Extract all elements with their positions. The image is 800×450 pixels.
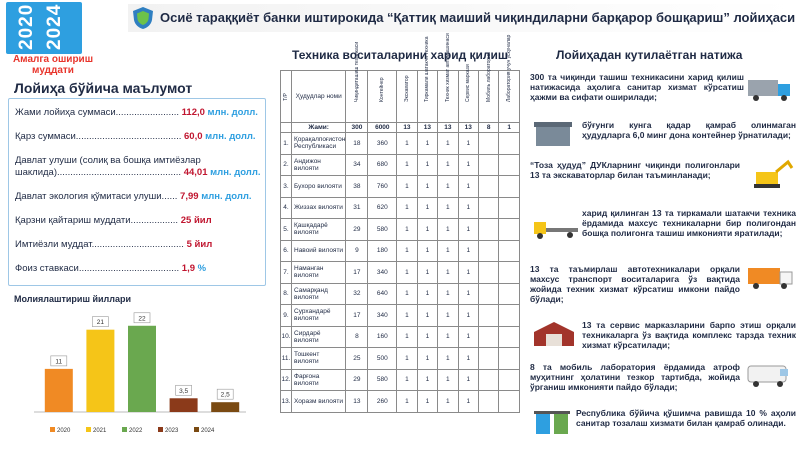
legend-label: 2020 bbox=[57, 428, 71, 434]
info-value: 5 bbox=[186, 239, 192, 250]
table-cell bbox=[499, 133, 520, 155]
table-cell: 38 bbox=[346, 176, 368, 198]
table-cell: 1 bbox=[438, 305, 458, 327]
row-number: 8. bbox=[281, 283, 292, 305]
table-cell: 29 bbox=[346, 369, 368, 391]
shield-logo-icon bbox=[132, 6, 154, 30]
table-cell: 1 bbox=[417, 133, 437, 155]
col-header-lab-equipment: Лаборатория учун ускуналар bbox=[499, 71, 520, 123]
info-unit: йил bbox=[194, 239, 213, 250]
table-cell: 1 bbox=[417, 154, 437, 176]
col-header-service-car: Техник хизмат автомашинаси bbox=[438, 71, 458, 123]
result-item: бўғунги кунга қадар қамраб олинмаган ҳудудларга 6,0 минг дона контейнер ўрнатилади; bbox=[582, 120, 796, 140]
table-header-row bbox=[281, 71, 520, 123]
table-cell: 1 bbox=[397, 133, 417, 155]
col-header-num: Т/Р bbox=[281, 71, 292, 123]
table-cell: 32 bbox=[346, 283, 368, 305]
table-cell: 1 bbox=[458, 154, 478, 176]
total-label: Жами: bbox=[292, 123, 346, 133]
table-cell: 580 bbox=[368, 369, 397, 391]
table-cell: 1 bbox=[458, 305, 478, 327]
table-cell bbox=[499, 391, 520, 413]
row-number: 12. bbox=[281, 369, 292, 391]
table-cell bbox=[499, 154, 520, 176]
table-cell: 25 bbox=[346, 348, 368, 370]
info-value: 60,0 bbox=[184, 131, 203, 142]
table-row bbox=[281, 219, 520, 241]
region-name: Қорақалпоғистон Республикаси bbox=[292, 133, 346, 155]
table-cell: 1 bbox=[438, 197, 458, 219]
info-unit: млн. долл. bbox=[201, 191, 252, 202]
table-cell: 1 bbox=[438, 219, 458, 241]
info-title: Лойиҳа бўйича маълумот bbox=[14, 80, 193, 96]
table-row bbox=[281, 305, 520, 327]
info-label: Имтиёзли муддат................................... bbox=[15, 239, 184, 250]
table-cell: 1 bbox=[397, 219, 417, 241]
table-cell bbox=[479, 197, 499, 219]
row-number: 2. bbox=[281, 154, 292, 176]
legend-swatch bbox=[50, 427, 55, 432]
trailer-truck-icon bbox=[532, 212, 580, 240]
region-name: Хоразм вилояти bbox=[292, 391, 346, 413]
info-value: 7,99 bbox=[180, 191, 199, 202]
data-label: 22 bbox=[138, 315, 146, 323]
info-value: 112,0 bbox=[181, 107, 205, 118]
table-cell bbox=[479, 348, 499, 370]
data-label: 3,5 bbox=[179, 387, 189, 395]
container-icon bbox=[532, 118, 576, 150]
garbage-bins-icon bbox=[532, 406, 572, 438]
legend-swatch bbox=[194, 427, 199, 432]
info-value: 25 bbox=[180, 215, 192, 226]
table-cell: 1 bbox=[397, 283, 417, 305]
table-cell: 1 bbox=[417, 348, 437, 370]
info-value: 1,9 bbox=[181, 263, 195, 274]
table-cell: 1 bbox=[458, 219, 478, 241]
bar-2021 bbox=[86, 330, 114, 412]
table-cell: 160 bbox=[368, 326, 397, 348]
info-row bbox=[15, 131, 256, 143]
table-cell bbox=[499, 240, 520, 262]
table-row bbox=[281, 262, 520, 284]
table-cell: 1 bbox=[458, 369, 478, 391]
excavator-icon bbox=[746, 158, 794, 190]
region-name: Навоий вилояти bbox=[292, 240, 346, 262]
table-cell: 13 bbox=[346, 391, 368, 413]
col-header-region: Ҳудудлар номи bbox=[292, 71, 346, 123]
table-cell: 1 bbox=[417, 219, 437, 241]
total-num-cell bbox=[281, 123, 292, 133]
row-number: 4. bbox=[281, 197, 292, 219]
col-header-trucks: Чиқиндиташиш техникаси bbox=[346, 71, 368, 123]
years-banner bbox=[6, 2, 82, 54]
table-cell bbox=[479, 369, 499, 391]
data-label: 21 bbox=[96, 319, 105, 327]
col-header-trailer: Тиркамали шатакчи техника bbox=[417, 71, 437, 123]
info-unit: млн. долл. bbox=[207, 107, 258, 118]
bar-2022 bbox=[128, 326, 156, 412]
total-cell: 13 bbox=[438, 123, 458, 133]
region-name: Андижон вилояти bbox=[292, 154, 346, 176]
table-cell: 340 bbox=[368, 305, 397, 327]
mobile-lab-van-icon bbox=[746, 360, 794, 390]
table-cell: 1 bbox=[438, 348, 458, 370]
table-cell: 8 bbox=[346, 326, 368, 348]
total-cell: 6000 bbox=[368, 123, 397, 133]
table-cell: 1 bbox=[458, 176, 478, 198]
financing-bar-chart bbox=[8, 304, 266, 444]
table-row bbox=[281, 133, 520, 155]
table-cell: 1 bbox=[438, 176, 458, 198]
table-cell: 17 bbox=[346, 305, 368, 327]
table-cell bbox=[499, 369, 520, 391]
info-unit: йил bbox=[193, 215, 212, 226]
legend-swatch bbox=[86, 427, 91, 432]
table-cell: 360 bbox=[368, 133, 397, 155]
info-label: Фоиз ставкаси...................................... bbox=[15, 263, 180, 274]
table-cell: 29 bbox=[346, 219, 368, 241]
table-cell: 34 bbox=[346, 154, 368, 176]
info-label: Давлат экология қўмитаси улуши...... bbox=[15, 191, 178, 202]
table-cell bbox=[499, 219, 520, 241]
table-cell: 9 bbox=[346, 240, 368, 262]
table-cell: 1 bbox=[397, 326, 417, 348]
col-header-mobile-lab: Мобиль лаборатория bbox=[479, 71, 499, 123]
table-cell bbox=[479, 391, 499, 413]
table-cell: 340 bbox=[368, 262, 397, 284]
table-cell: 31 bbox=[346, 197, 368, 219]
table-cell: 760 bbox=[368, 176, 397, 198]
bar-2024 bbox=[211, 402, 239, 412]
service-center-icon bbox=[532, 318, 576, 348]
table-cell: 1 bbox=[438, 283, 458, 305]
result-item: 13 та сервис марказларини барпо этиш орқали техникаларга ўз вақтида комплекс тарзда техник хизмат кўрсатилади; bbox=[582, 320, 796, 350]
table-cell: 1 bbox=[417, 369, 437, 391]
table-cell: 1 bbox=[438, 154, 458, 176]
table-cell: 1 bbox=[417, 305, 437, 327]
total-cell: 1 bbox=[499, 123, 520, 133]
table-total-row bbox=[281, 123, 520, 133]
info-unit: млн. долл. bbox=[210, 167, 261, 178]
info-row bbox=[15, 215, 212, 227]
table-cell: 1 bbox=[438, 369, 458, 391]
table-cell: 1 bbox=[417, 262, 437, 284]
table-cell: 1 bbox=[438, 262, 458, 284]
info-unit: % bbox=[197, 263, 207, 274]
region-name: Сурхандарё вилояти bbox=[292, 305, 346, 327]
table-cell: 1 bbox=[417, 240, 437, 262]
table-cell: 1 bbox=[397, 305, 417, 327]
info-row bbox=[15, 191, 252, 203]
info-label: Давлат улуши (солиқ ва бошқа имтиёзлар шаклида)............................................... bbox=[15, 155, 201, 178]
region-name: Сирдарё вилояти bbox=[292, 326, 346, 348]
row-number: 10. bbox=[281, 326, 292, 348]
result-item: Республика бўйича қўшимча равишда 10 % аҳоли санитар тозалаш хизмати билан қамраб олинади. bbox=[576, 408, 796, 428]
table-cell: 1 bbox=[458, 262, 478, 284]
table-cell: 260 bbox=[368, 391, 397, 413]
table-cell: 1 bbox=[397, 197, 417, 219]
table-cell bbox=[499, 305, 520, 327]
total-cell: 8 bbox=[479, 123, 499, 133]
table-cell: 17 bbox=[346, 262, 368, 284]
table-cell: 1 bbox=[438, 391, 458, 413]
table-cell: 1 bbox=[417, 197, 437, 219]
info-label: Жами лойиҳа суммаси........................ bbox=[15, 107, 180, 118]
col-header-containers: Контейнер bbox=[368, 71, 397, 123]
table-cell: 1 bbox=[397, 391, 417, 413]
info-box bbox=[8, 98, 266, 286]
table-row bbox=[281, 154, 520, 176]
region-name: Наманган вилояти bbox=[292, 262, 346, 284]
result-item: 13 та таъмирлаш автотехникалари орқали махсус транспорт воситаларига ўз вақтида жойида техник хизмат кўрсатиш имкони пайдо бўлади; bbox=[530, 264, 740, 304]
table-cell: 1 bbox=[417, 391, 437, 413]
table-row bbox=[281, 283, 520, 305]
table-cell bbox=[499, 348, 520, 370]
table-cell bbox=[479, 283, 499, 305]
row-number: 7. bbox=[281, 262, 292, 284]
table-cell: 500 bbox=[368, 348, 397, 370]
table-cell: 1 bbox=[397, 154, 417, 176]
table-cell bbox=[499, 197, 520, 219]
table-cell: 1 bbox=[397, 348, 417, 370]
info-row bbox=[15, 107, 258, 119]
legend-label: 2023 bbox=[165, 428, 179, 434]
table-cell bbox=[479, 305, 499, 327]
table-cell: 1 bbox=[458, 240, 478, 262]
row-number: 1. bbox=[281, 133, 292, 155]
table-cell: 1 bbox=[417, 326, 437, 348]
total-cell: 13 bbox=[397, 123, 417, 133]
table-cell: 1 bbox=[458, 326, 478, 348]
result-item: “Тоза ҳудуд” ДУКларнинг чиқинди полигонлари 13 та экскаваторлар билан таъминланади; bbox=[530, 160, 740, 180]
region-name: Самарқанд вилояти bbox=[292, 283, 346, 305]
table-row bbox=[281, 240, 520, 262]
period-label: Амалга ошириш муддати bbox=[12, 54, 94, 76]
table-cell bbox=[499, 262, 520, 284]
total-cell: 13 bbox=[417, 123, 437, 133]
row-number: 11. bbox=[281, 348, 292, 370]
year-start: 2020 bbox=[16, 3, 37, 50]
col-header-service-center: Сервис маркази bbox=[458, 71, 478, 123]
table-row bbox=[281, 326, 520, 348]
row-number: 3. bbox=[281, 176, 292, 198]
table-cell bbox=[479, 133, 499, 155]
table-cell: 1 bbox=[458, 391, 478, 413]
table-cell: 1 bbox=[397, 262, 417, 284]
region-name: Қашқадарё вилояти bbox=[292, 219, 346, 241]
legend-label: 2021 bbox=[93, 428, 107, 434]
garbage-truck-icon bbox=[746, 74, 794, 102]
row-number: 5. bbox=[281, 219, 292, 241]
data-label: 11 bbox=[55, 358, 63, 366]
table-cell: 1 bbox=[458, 197, 478, 219]
table-cell: 18 bbox=[346, 133, 368, 155]
table-cell: 1 bbox=[397, 369, 417, 391]
result-item: 300 та чиқинди ташиш техникасини харид қилиш натижасида аҳолига санитар хизмат кўрсатиш ҳажми ва сифати оширилади; bbox=[530, 72, 744, 102]
table-cell: 180 bbox=[368, 240, 397, 262]
table-row bbox=[281, 348, 520, 370]
info-label: Қарз суммаси........................................ bbox=[15, 131, 182, 142]
table-cell: 1 bbox=[458, 348, 478, 370]
table-cell: 1 bbox=[458, 133, 478, 155]
table-cell: 580 bbox=[368, 219, 397, 241]
bar-2020 bbox=[45, 369, 73, 412]
table-cell bbox=[479, 176, 499, 198]
info-label: Қарзни қайтариш муддати.................. bbox=[15, 215, 179, 226]
table-cell: 1 bbox=[438, 240, 458, 262]
page-title: Осиё тараққиёт банки иштирокида “Қаттиқ маиший чиқиндиларни барқарор бошқариш” лойиҳаси bbox=[160, 10, 796, 25]
table-cell bbox=[479, 240, 499, 262]
row-number: 6. bbox=[281, 240, 292, 262]
total-cell: 300 bbox=[346, 123, 368, 133]
table-cell: 1 bbox=[438, 326, 458, 348]
result-item: 8 та мобиль лаборатория ёрдамида атроф муҳитнинг ҳолатини тезкор тартибда, жойида ўрганиш имконияти пайдо бўлади; bbox=[530, 362, 740, 392]
region-name: Жиззах вилояти bbox=[292, 197, 346, 219]
year-end: 2024 bbox=[44, 3, 65, 50]
legend-swatch bbox=[122, 427, 127, 432]
table-row bbox=[281, 391, 520, 413]
table-cell: 1 bbox=[438, 133, 458, 155]
table-cell: 1 bbox=[417, 283, 437, 305]
legend-label: 2022 bbox=[129, 428, 143, 434]
region-name: Тошкент вилояти bbox=[292, 348, 346, 370]
results-title: Лойиҳадан кутилаётган натижа bbox=[556, 48, 743, 62]
row-number: 9. bbox=[281, 305, 292, 327]
result-item: харид қилинган 13 та тиркамали шатакчи техника ёрдамида махсус техникаларни бир полигондан бошқа полигонга ташиш имконияти яратилади; bbox=[582, 208, 796, 238]
legend-label: 2024 bbox=[201, 428, 215, 434]
region-name: Бухоро вилояти bbox=[292, 176, 346, 198]
total-cell: 13 bbox=[458, 123, 478, 133]
info-row bbox=[15, 263, 206, 275]
row-number: 13. bbox=[281, 391, 292, 413]
info-unit: млн. долл. bbox=[205, 131, 256, 142]
table-row bbox=[281, 197, 520, 219]
bar-2023 bbox=[170, 398, 198, 412]
col-header-excavator: Экскаватор bbox=[397, 71, 417, 123]
service-truck-icon bbox=[746, 262, 794, 292]
table-cell bbox=[479, 326, 499, 348]
table-cell: 1 bbox=[458, 283, 478, 305]
table-cell bbox=[479, 154, 499, 176]
financing-title: Молиялаштириш йиллари bbox=[14, 294, 132, 304]
table-cell bbox=[499, 283, 520, 305]
table-cell: 640 bbox=[368, 283, 397, 305]
table-cell bbox=[499, 326, 520, 348]
table-cell: 1 bbox=[397, 176, 417, 198]
table-cell: 680 bbox=[368, 154, 397, 176]
table-cell bbox=[479, 219, 499, 241]
legend-swatch bbox=[158, 427, 163, 432]
table-title: Техника воситаларини харид қилиш bbox=[292, 48, 508, 62]
table-row bbox=[281, 369, 520, 391]
table-row bbox=[281, 176, 520, 198]
info-value: 44,01 bbox=[183, 167, 208, 178]
table-cell: 1 bbox=[417, 176, 437, 198]
table-cell: 1 bbox=[397, 240, 417, 262]
table-cell bbox=[479, 262, 499, 284]
info-row bbox=[15, 239, 212, 251]
data-label: 2,5 bbox=[220, 391, 230, 399]
info-row bbox=[15, 155, 261, 179]
region-name: Фарғона вилояти bbox=[292, 369, 346, 391]
table-cell bbox=[499, 176, 520, 198]
table-cell: 620 bbox=[368, 197, 397, 219]
